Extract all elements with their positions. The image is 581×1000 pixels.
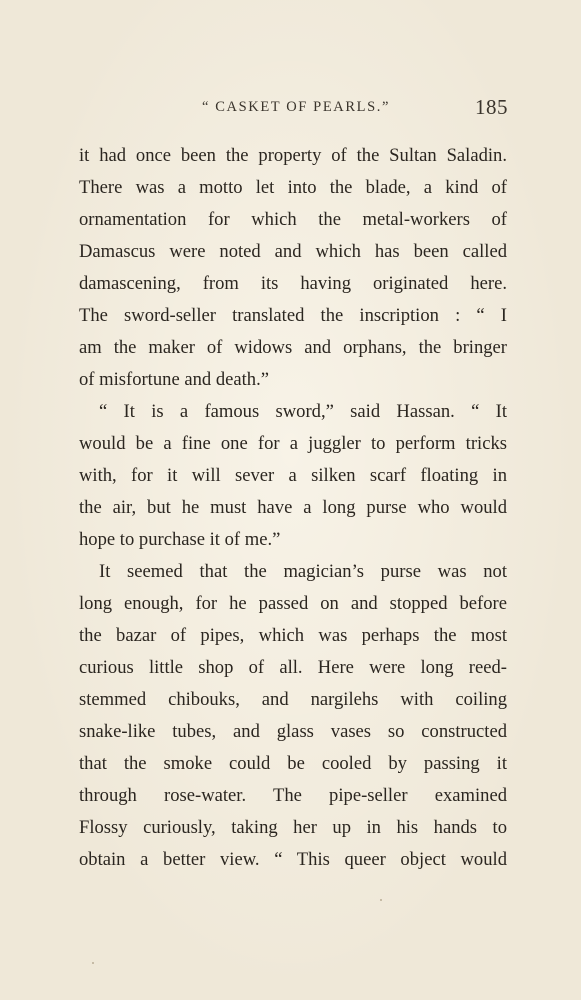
text-line: Damascus were noted and which has been called — [79, 241, 507, 262]
text-line: There was a motto let into the blade, a kind of — [79, 177, 507, 198]
page-header — [78, 96, 508, 124]
text-line: damascening, from its having originated here. — [79, 273, 507, 294]
text-line: “ It is a famous sword,” said Hassan. “ It — [99, 401, 507, 422]
running-title: “ CASKET OF PEARLS.” — [202, 99, 391, 115]
text-line: The sword-seller translated the inscription : “ I — [79, 305, 507, 326]
text-line: am the maker of widows and orphans, the bringer — [79, 337, 507, 358]
paper-speck — [92, 962, 94, 964]
text-line: snake-like tubes, and glass vases so constructed — [79, 721, 507, 742]
text-line: it had once been the property of the Sultan Saladin. — [79, 145, 507, 166]
text-line: stemmed chibouks, and nargilehs with coiling — [79, 689, 507, 710]
text-line: obtain a better view. “ This queer object would — [79, 849, 507, 870]
text-line: through rose-water. The pipe-seller examined — [79, 785, 507, 806]
text-line: of misfortune and death.” — [79, 369, 270, 390]
text-line: ornamentation for which the metal-workers of — [79, 209, 507, 230]
text-line: curious little shop of all. Here were long reed- — [79, 657, 507, 678]
text-line: the bazar of pipes, which was perhaps the most — [79, 625, 507, 646]
text-line: the air, but he must have a long purse who would — [79, 497, 507, 518]
text-line: with, for it will sever a silken scarf floating in — [79, 465, 507, 486]
text-line: long enough, for he passed on and stopped before — [79, 593, 507, 614]
text-line: hope to purchase it of me.” — [79, 529, 281, 550]
page-number: 185 — [475, 95, 508, 119]
text-line: would be a fine one for a juggler to perform tricks — [79, 433, 507, 454]
text-line: that the smoke could be cooled by passing it — [79, 753, 507, 774]
text-line: It seemed that the magician’s purse was not — [99, 561, 507, 582]
paper-speck — [380, 899, 382, 901]
body-text — [79, 140, 507, 876]
text-line: Flossy curiously, taking her up in his hands to — [79, 817, 507, 838]
